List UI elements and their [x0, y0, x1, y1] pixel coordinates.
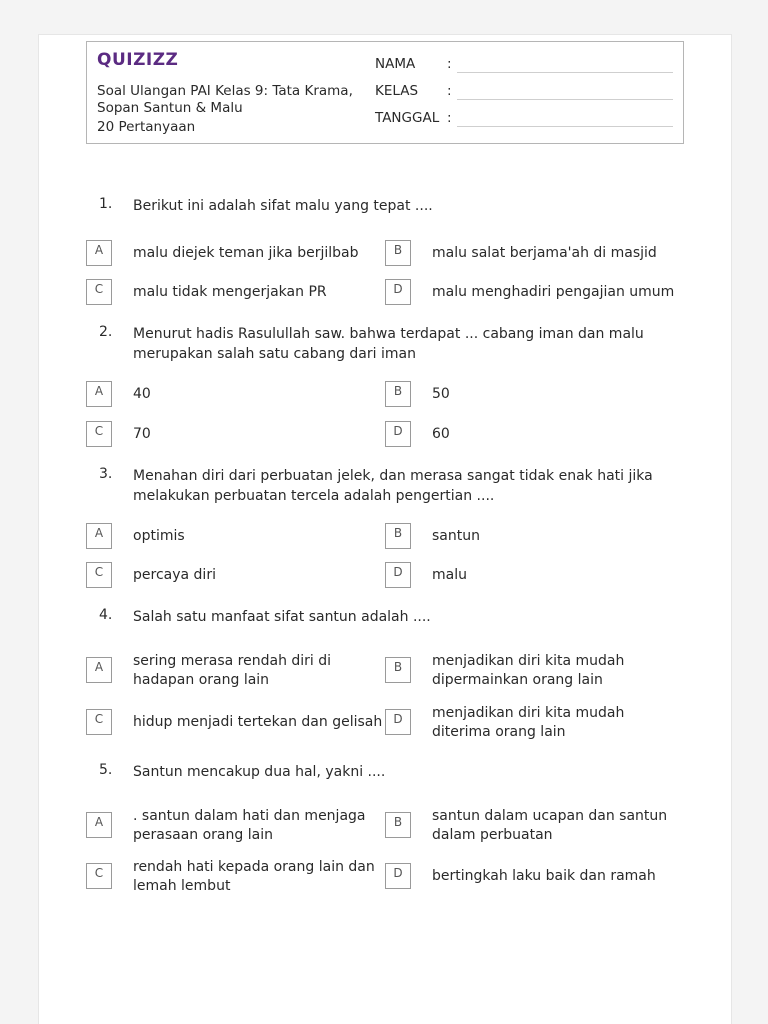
option-text: percaya diri [133, 567, 216, 583]
option-text: 60 [432, 426, 450, 442]
question-text: Menurut hadis Rasulullah saw. bahwa terdapat ... cabang iman dan malu merupakan salah satu cabang dari iman [133, 326, 644, 362]
option-letter: A [86, 812, 112, 838]
date-colon: : [447, 110, 452, 126]
question-number: 2. [99, 324, 113, 340]
question-text: Santun mencakup dua hal, yakni .... [133, 764, 386, 780]
option-letter: D [385, 421, 411, 447]
option-text: malu diejek teman jika berjilbab [133, 245, 359, 261]
class-colon: : [447, 83, 452, 99]
date-label: TANGGAL [375, 110, 440, 126]
option-letter: C [86, 421, 112, 447]
option-text: 40 [133, 386, 151, 402]
worksheet-header [86, 41, 684, 144]
option-letter: C [86, 709, 112, 735]
quiz-title: Soal Ulangan PAI Kelas 9: Tata Krama, Sopan Santun & Malu [97, 83, 353, 116]
question-number: 3. [99, 466, 113, 482]
name-field[interactable] [375, 56, 675, 76]
name-colon: : [447, 56, 452, 72]
date-field[interactable] [375, 110, 675, 130]
option-text: malu [432, 567, 467, 583]
option-letter: B [385, 812, 411, 838]
question-text: Menahan diri dari perbuatan jelek, dan merasa sangat tidak enak hati jika melakukan perbuatan tercela adalah pengertian .... [133, 468, 653, 504]
option-letter: D [385, 562, 411, 588]
option-text: 50 [432, 386, 450, 402]
option-text: menjadikan diri kita mudah diterima orang lain [432, 705, 625, 740]
option-text: rendah hati kepada orang lain dan lemah lembut [133, 859, 375, 894]
option-letter: C [86, 562, 112, 588]
quizizz-logo: QUIZIZZ [97, 50, 179, 70]
option-letter: D [385, 279, 411, 305]
option-text: malu tidak mengerjakan PR [133, 284, 327, 300]
option-text: santun dalam ucapan dan santun dalam perbuatan [432, 808, 668, 843]
option-text: menjadikan diri kita mudah dipermainkan orang lain [432, 653, 625, 688]
option-letter: B [385, 523, 411, 549]
name-label: NAMA [375, 56, 416, 72]
option-letter: B [385, 657, 411, 683]
name-line[interactable] [457, 72, 673, 73]
question-number: 5. [99, 762, 113, 778]
option-text: hidup menjadi tertekan dan gelisah [133, 714, 383, 730]
question-number: 4. [99, 607, 113, 623]
class-line[interactable] [457, 99, 673, 100]
option-letter: A [86, 240, 112, 266]
option-letter: D [385, 709, 411, 735]
option-text: malu salat berjama'ah di masjid [432, 245, 657, 261]
question-text: Berikut ini adalah sifat malu yang tepat .... [133, 198, 433, 214]
option-letter: A [86, 657, 112, 683]
option-text: optimis [133, 528, 185, 544]
option-text: sering merasa rendah diri di hadapan orang lain [133, 653, 332, 688]
option-letter: A [86, 381, 112, 407]
option-text: . santun dalam hati dan menjaga perasaan orang lain [133, 808, 366, 843]
option-letter: D [385, 863, 411, 889]
question-text: Salah satu manfaat sifat santun adalah .... [133, 609, 431, 625]
option-letter: C [86, 279, 112, 305]
option-letter: B [385, 381, 411, 407]
option-text: santun [432, 528, 480, 544]
option-letter: B [385, 240, 411, 266]
option-text: bertingkah laku baik dan ramah [432, 868, 656, 884]
option-text: 70 [133, 426, 151, 442]
question-number: 1. [99, 196, 113, 212]
option-letter: A [86, 523, 112, 549]
option-text: malu menghadiri pengajian umum [432, 284, 675, 300]
class-label: KELAS [375, 83, 419, 99]
class-field[interactable] [375, 83, 675, 103]
option-letter: C [86, 863, 112, 889]
question-count: 20 Pertanyaan [97, 119, 196, 135]
date-line[interactable] [457, 126, 673, 127]
